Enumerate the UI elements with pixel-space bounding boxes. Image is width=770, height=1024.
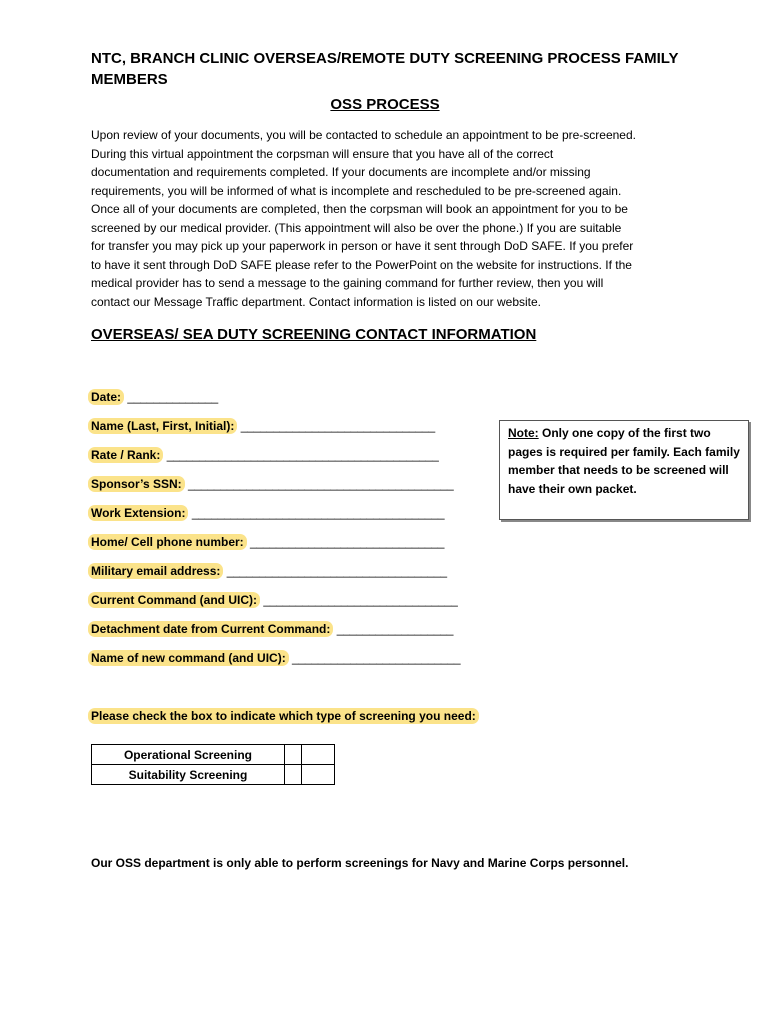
note-text: Only one copy of the first two pages is required per family. Each family member that needs to be screened will have their own packet. (508, 426, 740, 496)
intro-line: Once all of your documents are completed, then the corpsman will book an appointment for you to be (91, 202, 628, 216)
table-row (92, 765, 335, 785)
field-blank[interactable]: __________________________ (292, 651, 461, 665)
table-row (92, 745, 335, 765)
detachment-date-field[interactable] (91, 619, 453, 639)
field-blank[interactable]: __________________________________________ (166, 448, 439, 462)
screening-option-label: Operational Screening (92, 745, 285, 765)
document-subtitle: OSS PROCESS (330, 96, 440, 113)
note-box (499, 420, 749, 520)
field-blank[interactable]: ______________ (127, 390, 218, 404)
intro-line: screened by our medical provider. (This appointment will also be over the phone.) If you are suitable (91, 220, 622, 235)
field-label: Name (Last, First, Initial): (88, 418, 237, 434)
intro-line: Upon review of your documents, you will be contacted to schedule an appointment to be pre-screened. (91, 128, 636, 142)
sponsor-ssn-field[interactable] (91, 474, 453, 494)
suitability-checkbox[interactable] (285, 765, 302, 785)
field-blank[interactable]: ______________________________ (263, 593, 458, 607)
operational-checkbox-alt[interactable] (302, 745, 335, 765)
date-field[interactable] (91, 387, 218, 407)
new-command-field[interactable] (91, 648, 460, 668)
intro-line: for transfer you may pick up your paperwork in person or have it sent through DoD SAFE. If you prefer (91, 239, 634, 253)
field-label: Detachment date from Current Command: (88, 621, 333, 637)
suitability-checkbox-alt[interactable] (302, 765, 335, 785)
name-field[interactable] (91, 416, 435, 436)
rate-rank-field[interactable] (91, 445, 439, 465)
field-label: Name of new command (and UIC): (88, 650, 289, 666)
field-label: Rate / Rank: (88, 447, 163, 463)
field-label: Home/ Cell phone number: (88, 534, 247, 550)
field-blank[interactable]: __________________________________ (226, 564, 447, 578)
intro-line: During this virtual appointment the corpsman will ensure that you have all of the correct (91, 146, 554, 161)
field-blank[interactable]: _______________________________________ (191, 506, 445, 520)
current-command-field[interactable] (91, 590, 458, 610)
field-blank[interactable]: _________________________________________ (188, 477, 454, 491)
intro-line: to have it sent through DoD SAFE please refer to the PowerPoint on the website for instructions. If the (91, 257, 632, 272)
field-label: Date: (88, 389, 124, 405)
screening-prompt (91, 706, 479, 726)
intro-line: requirements, you will be informed of what is incomplete and rescheduled to be pre-screened again. (91, 183, 622, 198)
footer-note: Our OSS department is only able to perform screenings for Navy and Marine Corps personnel. (91, 856, 629, 870)
field-label: Current Command (and UIC): (88, 592, 260, 608)
field-blank[interactable]: ______________________________ (240, 419, 435, 433)
work-extension-field[interactable] (91, 503, 444, 523)
document-title: NTC, BRANCH CLINIC OVERSEAS/REMOTE DUTY SCREENING PROCESS FAMILY MEMBERS (91, 50, 679, 88)
field-label: Work Extension: (88, 505, 188, 521)
note-label: Note: (508, 426, 539, 440)
screening-option-label: Suitability Screening (92, 765, 285, 785)
intro-line: medical provider has to send a message to the gaining command for further review, then you will (91, 276, 604, 290)
screening-table (91, 744, 335, 785)
section-title: OVERSEAS/ SEA DUTY SCREENING CONTACT INFORMATION (91, 326, 537, 343)
operational-checkbox[interactable] (285, 745, 302, 765)
field-blank[interactable]: __________________ (336, 622, 454, 636)
intro-line: documentation and requirements completed. If your documents are incomplete and/or missing (91, 165, 591, 179)
field-label: Sponsor’s SSN: (88, 476, 185, 492)
intro-line: contact our Message Traffic department. Contact information is listed on our website. (91, 294, 541, 309)
screening-prompt-text: Please check the box to indicate which type of screening you need: (88, 708, 479, 724)
intro-paragraph (91, 126, 691, 311)
phone-field[interactable] (91, 532, 444, 552)
field-label: Military email address: (88, 563, 223, 579)
field-blank[interactable]: ______________________________ (250, 535, 445, 549)
email-field[interactable] (91, 561, 447, 581)
